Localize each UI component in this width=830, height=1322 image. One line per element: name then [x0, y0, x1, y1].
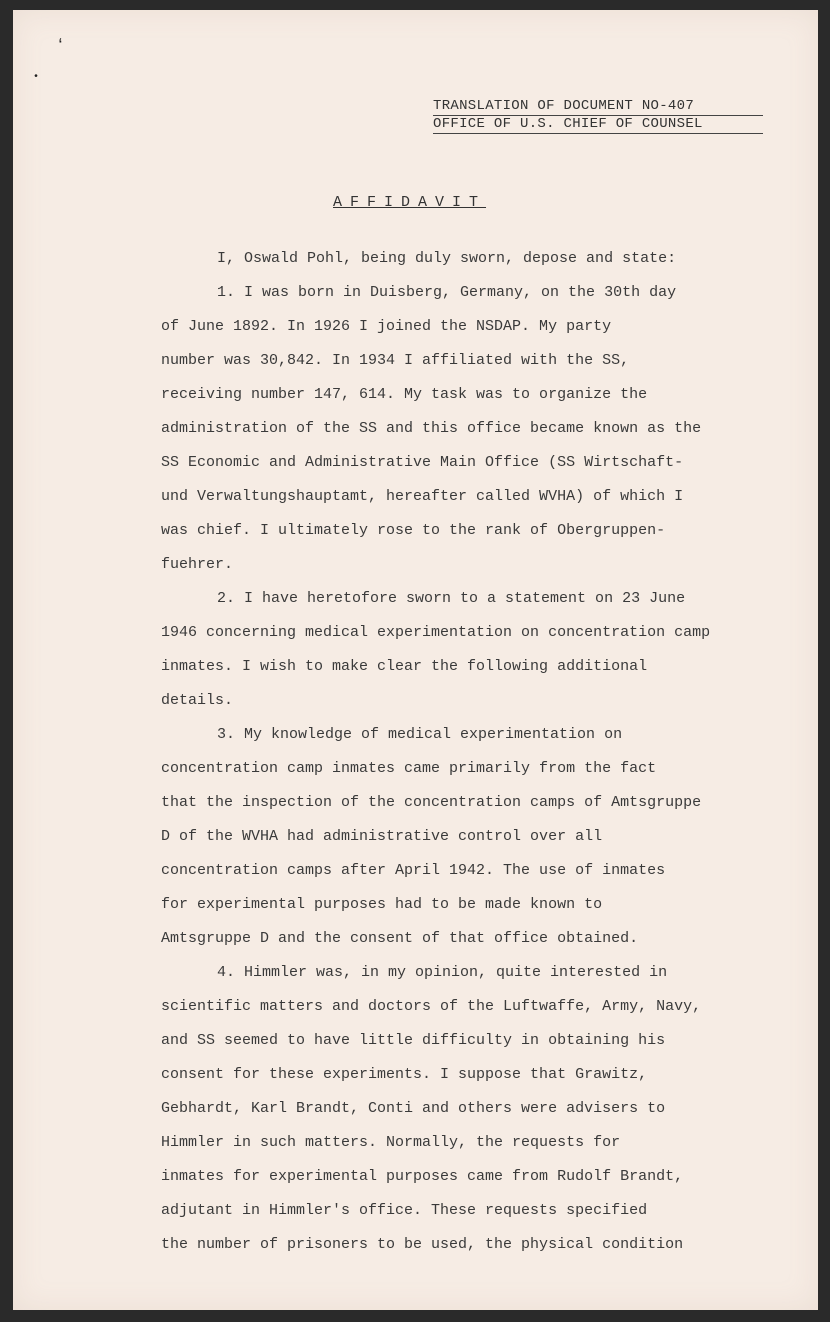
text-line: consent for these experiments. I suppose that Grawitz,: [161, 1066, 648, 1083]
text-line: 2. I have heretofore sworn to a statement on 23 June: [217, 590, 686, 607]
text-line: number was 30,842. In 1934 I affiliated with the SS,: [161, 352, 630, 369]
text-line: Gebhardt, Karl Brandt, Conti and others were advisers to: [161, 1100, 666, 1117]
pencil-mark: ʻ: [55, 38, 66, 58]
text-line: 1946 concerning medical experimentation on concentration camp: [161, 624, 711, 641]
text-line: Himmler in such matters. Normally, the requests for: [161, 1134, 621, 1151]
text-line: details.: [161, 692, 234, 709]
text-line: scientific matters and doctors of the Luftwaffe, Army, Navy,: [161, 998, 702, 1015]
document-header: [433, 98, 763, 134]
text-line: and SS seemed to have little difficulty in obtaining his: [161, 1032, 666, 1049]
text-line: 4. Himmler was, in my opinion, quite interested in: [217, 964, 668, 981]
header-line-2: OFFICE OF U.S. CHIEF OF COUNSEL: [433, 116, 763, 134]
text-line: adjutant in Himmler's office. These requests specified: [161, 1202, 648, 1219]
document-body: [161, 242, 781, 1262]
text-line: concentration camps after April 1942. The use of inmates: [161, 862, 666, 879]
ink-dot: •: [33, 72, 40, 83]
text-line: inmates for experimental purposes came from Rudolf Brandt,: [161, 1168, 684, 1185]
text-line: Amtsgruppe D and the consent of that office obtained.: [161, 930, 639, 947]
text-line: was chief. I ultimately rose to the rank of Obergruppen-: [161, 522, 666, 539]
header-line-1: TRANSLATION OF DOCUMENT NO-407: [433, 98, 763, 116]
text-line: concentration camp inmates came primarily from the fact: [161, 760, 657, 777]
text-line: fuehrer.: [161, 556, 234, 573]
text-line: inmates. I wish to make clear the following additional: [161, 658, 648, 675]
text-line: I, Oswald Pohl, being duly sworn, depose and state:: [217, 250, 677, 267]
text-line: administration of the SS and this office became known as the: [161, 420, 702, 437]
text-line: for experimental purposes had to be made known to: [161, 896, 603, 913]
text-line: und Verwaltungshauptamt, hereafter called WVHA) of which I: [161, 488, 684, 505]
text-line: receiving number 147, 614. My task was to organize the: [161, 386, 648, 403]
text-line: 1. I was born in Duisberg, Germany, on the 30th day: [217, 284, 677, 301]
document-title: AFFIDAVIT: [333, 194, 487, 211]
text-line: the number of prisoners to be used, the physical condition: [161, 1236, 684, 1253]
text-line: D of the WVHA had administrative control over all: [161, 828, 603, 845]
text-line: of June 1892. In 1926 I joined the NSDAP. My party: [161, 318, 612, 335]
text-line: 3. My knowledge of medical experimentation on: [217, 726, 623, 743]
text-line: that the inspection of the concentration camps of Amtsgruppe: [161, 794, 702, 811]
document-page: [13, 10, 818, 1310]
text-line: SS Economic and Administrative Main Office (SS Wirtschaft-: [161, 454, 684, 471]
